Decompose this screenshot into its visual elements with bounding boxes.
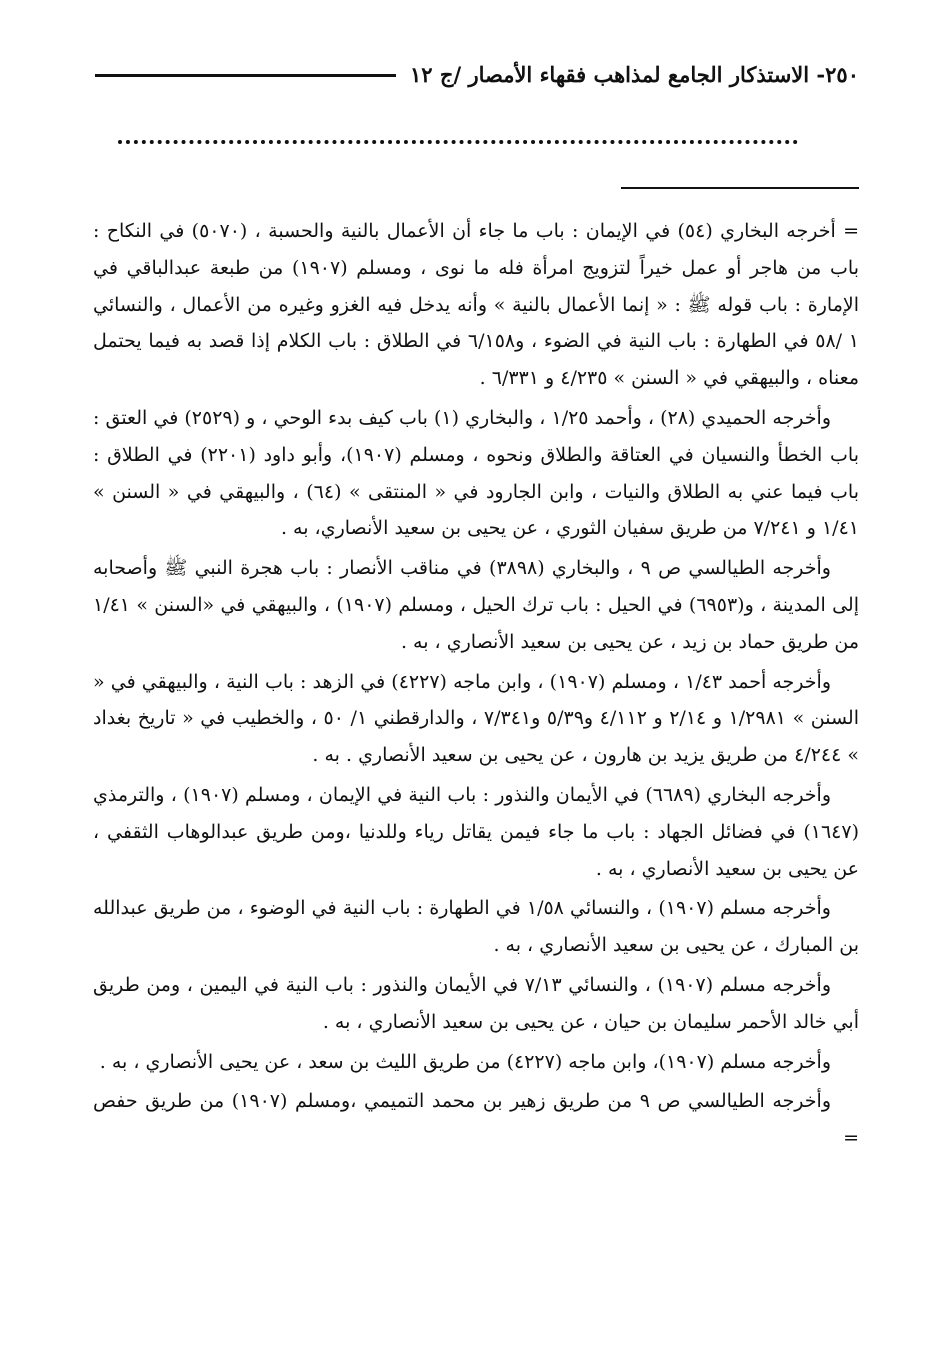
footnote-paragraph: وأخرجه الحميدي (٢٨) ، وأحمد ١/٢٥ ، والبخاري (١) باب كيف بدء الوحي ، و (٢٥٢٩) في العتق : باب الخطأ والنسيان في العتاقة والطلاق ونحوه ، ومسلم (١٩٠٧)، وأبو داود (٢٢٠١) في الطلاق : باب فيما عني به الطلاق والنيات ، وابن الجارود في « المنتقى » (٦٤) ، والبيهقي في « السنن » ١/٤١ و ٧/٢٤١ من طريق سفيان الثوري ، عن يحيى بن سعيد الأنصاري، به . (93, 406, 859, 540)
footnote-paragraph: وأخرجه مسلم (١٩٠٧) ، والنسائي ٧/١٣ في الأيمان والنذور : باب النية في اليمين ، ومن طريق أبي خالد الأحمر سليمان بن حيان ، عن يحيى بن سعيد الأنصاري ، به . (93, 973, 859, 1033)
footnote-paragraph: وأخرجه البخاري (٦٦٨٩) في الأيمان والنذور : باب النية في الإيمان ، ومسلم (١٩٠٧) ، والترمذي (١٦٤٧) في فضائل الجهاد : باب ما جاء فيمن يقاتل رياء وللدنيا ،ومن طريق عبدالوهاب الثقفي ، عن يحيى بن سعيد الأنصاري ، به . (93, 783, 859, 880)
footnote-paragraph: وأخرجه الطيالسي ص ٩ من طريق زهير بن محمد التميمي ،ومسلم (١٩٠٧) من طريق حفص = (93, 1090, 859, 1150)
footnote-paragraph: وأخرجه الطيالسي ص ٩ ، والبخاري (٣٨٩٨) في مناقب الأنصار : باب هجرة النبي ﷺ وأصحابه إلى المدينة ، و(٦٩٥٣) في الحيل : باب ترك الحيل ، ومسلم (١٩٠٧) ، والبيهقي في «السنن » ١/٤١ من طريق حماد بن زيد ، عن يحيى بن سعيد الأنصاري ، به . (93, 557, 859, 653)
page-number: ٢٥٠ (825, 62, 859, 87)
footnote-paragraph: وأخرجه مسلم (١٩٠٧)، وابن ماجه (٤٢٢٧) من طريق الليث بن سعد ، عن يحيى الأنصاري ، به . (99, 1050, 831, 1073)
ellipsis-dots (118, 140, 798, 144)
header-title: ٢٥٠- الاستذكار الجامع لمذاهب فقهاء الأمصار /ج ١٢ (410, 62, 859, 87)
running-header (95, 58, 859, 92)
footnote-separator (621, 187, 859, 189)
running-title: الاستذكار الجامع لمذاهب فقهاء الأمصار /ج ١٢ (410, 62, 810, 87)
footnote-paragraph: = أخرجه البخاري (٥٤) في الإيمان : باب ما جاء أن الأعمال بالنية والحسبة ، (٥٠٧٠) في النكاح : باب من هاجر أو عمل خيراً لتزويج امرأة فله ما نوى ، ومسلم (١٩٠٧) من طبعة عبدالباقي في الإمارة : باب قوله ﷺ : « إنما الأعمال بالنية » وأنه يدخل فيه الغزو وغيره من الأعمال ، والنسائي ١ /٥٨ في الطهارة : باب النية في الضوء ، و٦/١٥٨ في الطلاق : باب الكلام إذا قصد به فيما يحتمل معناه ، والبيهقي في « السنن » ٤/٢٣٥ و ٦/٣٣١ . (93, 220, 860, 390)
footnote-paragraph: وأخرجه مسلم (١٩٠٧) ، والنسائي ١/٥٨ في الطهارة : باب النية في الوضوء ، من طريق عبدالله بن المبارك ، عن يحيى بن سعيد الأنصاري ، به . (93, 897, 859, 957)
footnote-paragraph: وأخرجه أحمد ١/٤٣ ، ومسلم (١٩٠٧) ، وابن ماجه (٤٢٢٧) في الزهد : باب النية ، والبيهقي في « السنن » ١/٢٩٨١ و ٢/١٤ و ٤/١١٢ و٥/٣٩ و٧/٣٤١ ، والدارقطني ١/ ٥٠ ، والخطيب في « تاريخ بغداد » ٤/٢٤٤ من طريق يزيد بن هارون ، عن يحيى بن سعيد الأنصاري . به . (93, 670, 859, 767)
footnotes-section (93, 213, 859, 1160)
header-rule (95, 74, 396, 77)
